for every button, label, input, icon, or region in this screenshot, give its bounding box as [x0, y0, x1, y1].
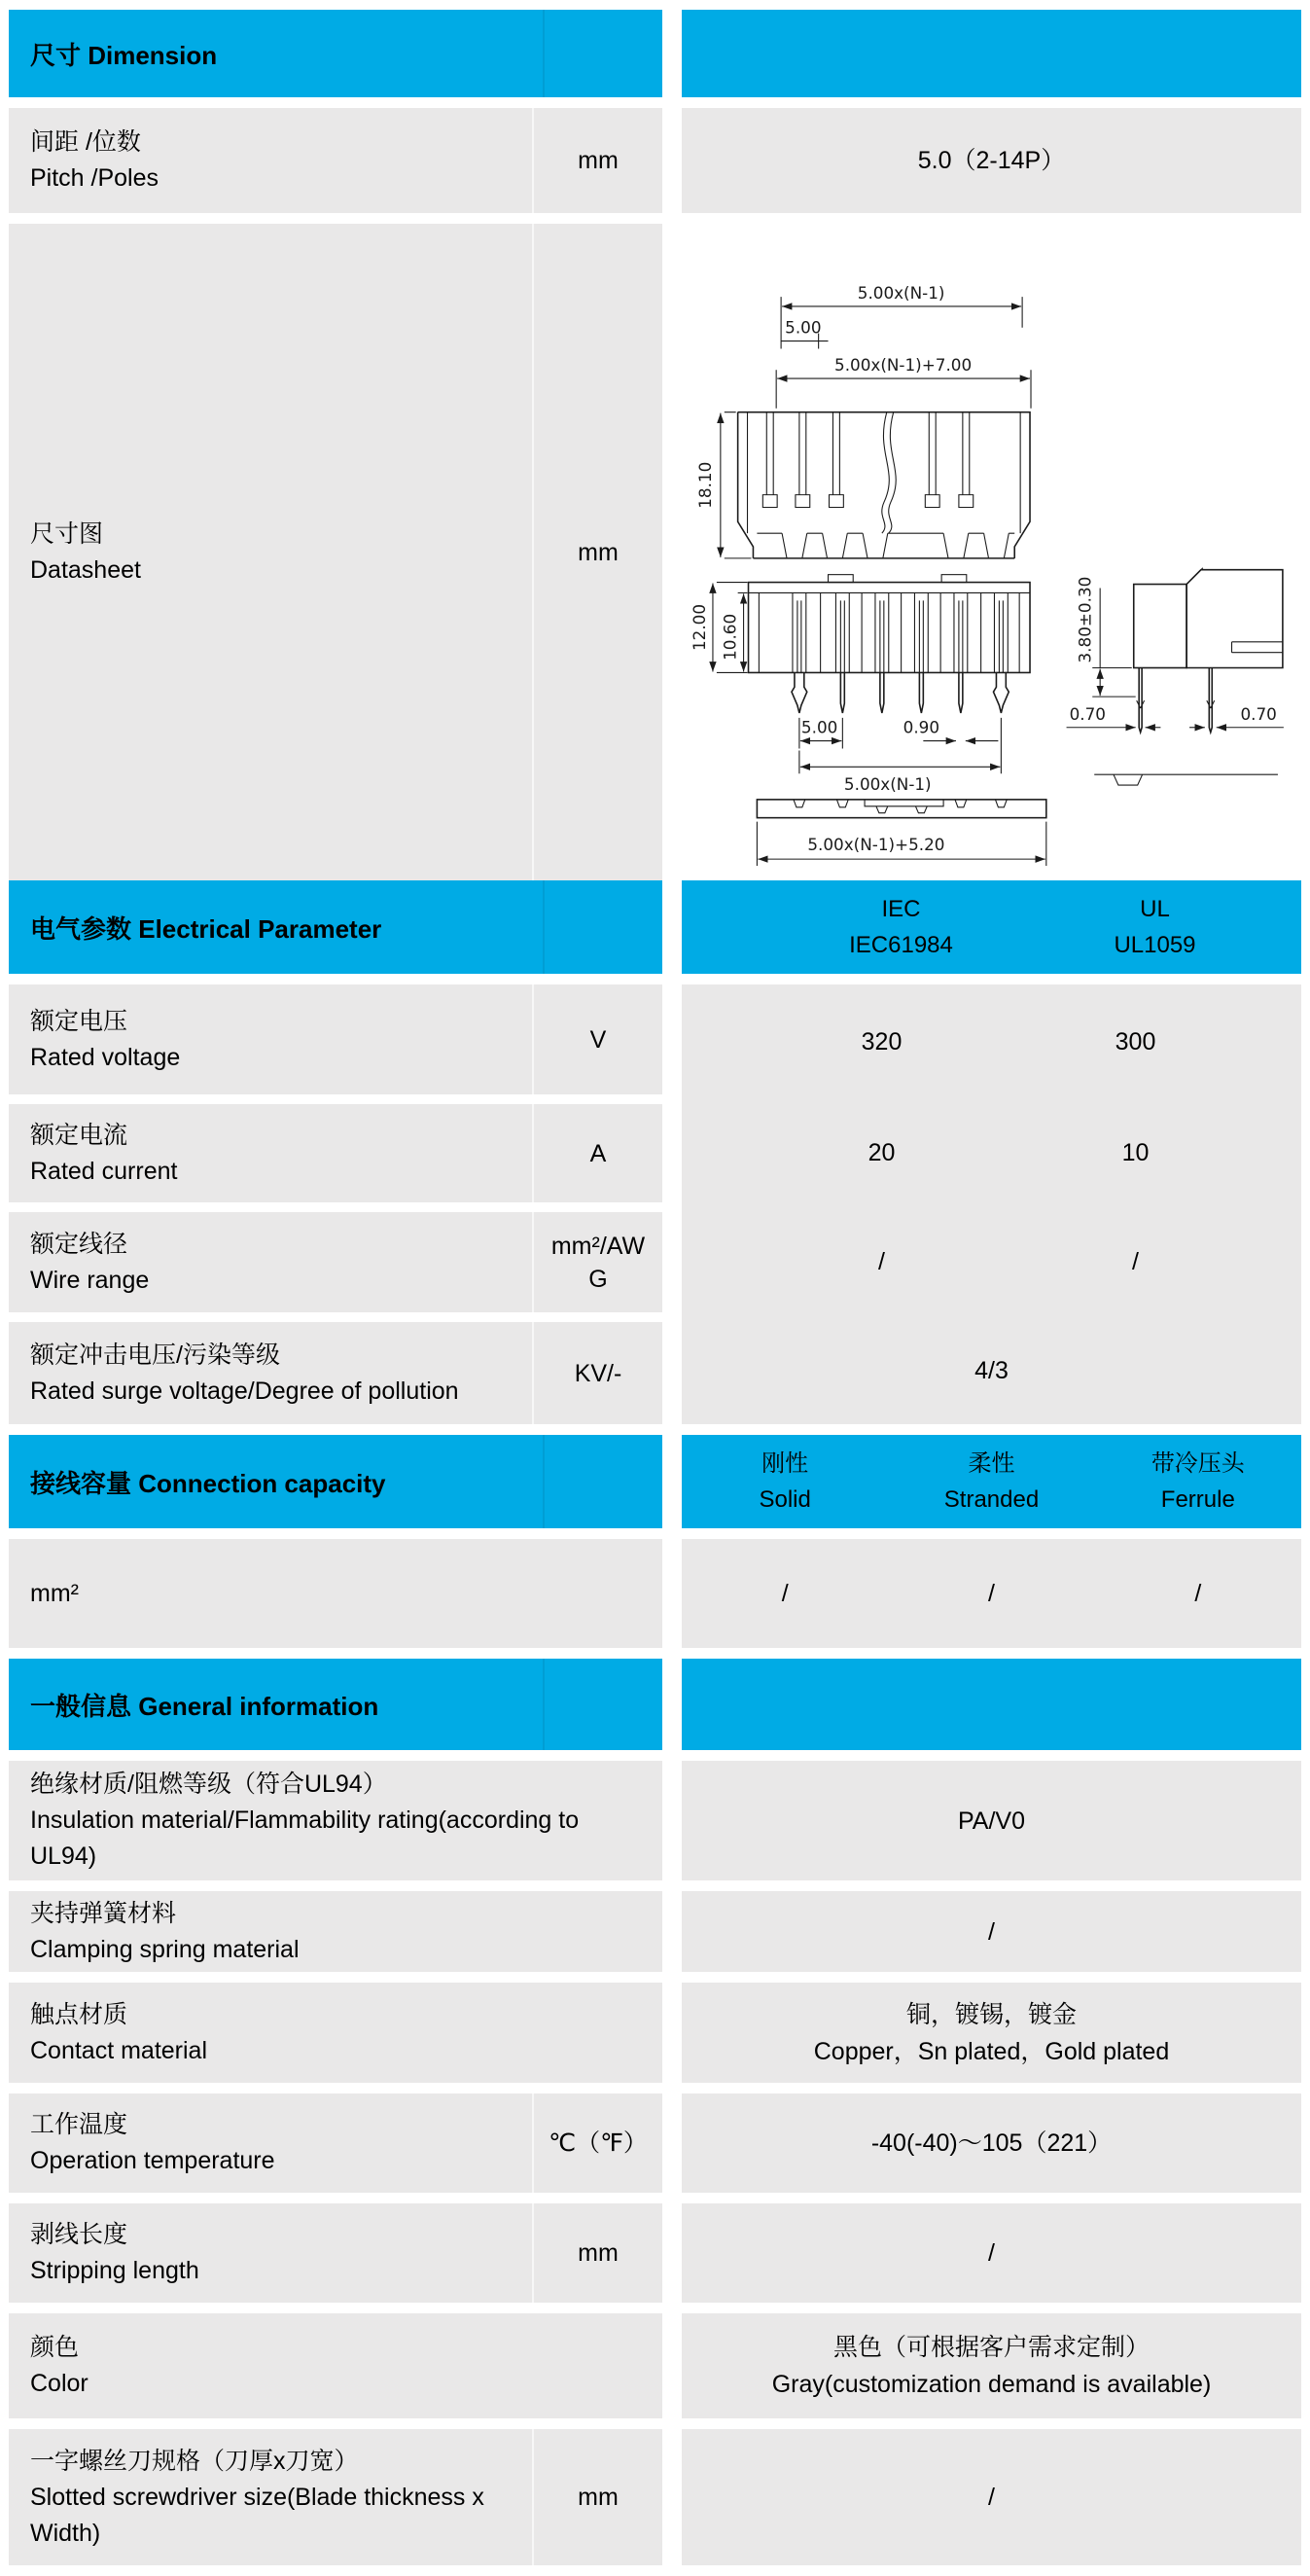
- dim-label-top-width: 5.00x(N-1)+7.00: [834, 355, 973, 376]
- voltage-iec: 320: [861, 1027, 903, 1055]
- wire-ul: /: [1132, 1248, 1139, 1275]
- surge-label-cell: [9, 1322, 662, 1424]
- unit-text: mm: [578, 2484, 619, 2511]
- column-divider: [543, 880, 545, 974]
- label-en: Operation temperature: [30, 2147, 275, 2174]
- clamping-value-cell: [682, 1891, 1301, 1972]
- contact-value-cell: [682, 1983, 1301, 2083]
- dimension-header-row: [9, 10, 1301, 97]
- label-zh: 工作温度: [30, 2111, 128, 2138]
- label-en: Rated surge voltage/Degree of pollution: [30, 1377, 459, 1405]
- general-header-cell: [9, 1659, 662, 1750]
- datasheet-row: [9, 224, 1301, 870]
- surge-value: 4/3: [974, 1356, 1009, 1384]
- clamping-label: [9, 1896, 662, 1968]
- unit-text: ℃（℉）: [549, 2129, 648, 2157]
- label-zh: 剥线长度: [30, 2221, 128, 2248]
- contact-label-cell: [9, 1983, 662, 2083]
- color-value-zh: 黑色（可根据客户需求定制）: [832, 2334, 1150, 2361]
- pitch-value-cell: [682, 108, 1301, 213]
- col-zh: 刚性: [761, 1450, 809, 1477]
- stripping-label-cell: [9, 2203, 662, 2303]
- unit-text: V: [589, 1025, 607, 1054]
- label-en: Insulation material/Flammability rating(according to UL94): [30, 1807, 580, 1870]
- temperature-unit-cell: [532, 2093, 662, 2193]
- label-zh: 尺寸图: [30, 519, 104, 548]
- label-zh: 一字螺丝刀规格（刀厚x刀宽）: [30, 2447, 359, 2475]
- dim-label-pin-w: 0.90: [903, 717, 940, 737]
- dim-label-pin-span: 5.00x(N-1): [843, 773, 932, 794]
- datasheet-drawing-cell: [682, 224, 1301, 880]
- capacity-columns-cell: [682, 1435, 1301, 1528]
- clamping-value: /: [988, 1917, 995, 1946]
- capacity-col-ferrule: [1095, 1446, 1301, 1518]
- label-zh: 绝缘材质/阻燃等级（符合UL94）: [30, 1771, 387, 1798]
- electrical-values-cell: [682, 984, 1301, 1424]
- label-zh: 触点材质: [30, 2000, 128, 2028]
- insulation-row: [9, 1761, 1301, 1880]
- capacity-col-stranded: [888, 1446, 1094, 1518]
- mm2-solid: /: [781, 1580, 789, 1607]
- contact-row: [9, 1983, 1301, 2083]
- column-divider: [543, 1659, 545, 1750]
- unit-text: KV/-: [574, 1359, 622, 1387]
- unit-text: mm: [578, 2239, 619, 2267]
- current-label-cell: [9, 1104, 662, 1202]
- voltage-values: [682, 984, 1301, 1099]
- col-en: Solid: [759, 1486, 811, 1513]
- label-en: Color: [30, 2370, 89, 2397]
- standard-ul-code: UL1059: [1114, 932, 1196, 958]
- datasheet-unit-cell: [532, 224, 662, 880]
- column-divider: [543, 1435, 545, 1528]
- stripping-row: [9, 2203, 1301, 2303]
- electrical-header-row: [9, 880, 1301, 974]
- label-en: Slotted screwdriver size(Blade thickness x Width): [30, 2483, 484, 2547]
- unit-text: mm: [578, 538, 619, 566]
- dim-label-bottom-w: 5.00x(N-1)+5.20: [807, 835, 945, 855]
- clamping-label-cell: [9, 1891, 662, 1972]
- label-en: Rated current: [30, 1157, 178, 1185]
- voltage-ul: 300: [1115, 1027, 1156, 1055]
- section-title: 电气参数 Electrical Parameter: [30, 913, 382, 944]
- contact-label: [9, 1997, 662, 2069]
- dimension-header-cell: [9, 10, 662, 97]
- stripping-value: /: [988, 2239, 995, 2267]
- label-zh: 额定冲击电压/污染等级: [30, 1341, 280, 1369]
- current-values: [682, 1099, 1301, 1207]
- label-en: Datasheet: [30, 555, 141, 584]
- dim-label-body-h: 12.00: [690, 603, 710, 652]
- color-value-cell: [682, 2313, 1301, 2418]
- color-row: [9, 2313, 1301, 2418]
- temperature-value: -40(-40)～105（221）: [870, 2129, 1113, 2157]
- col-zh: 带冷压头: [1151, 1450, 1245, 1477]
- color-label: [9, 2330, 662, 2402]
- standard-iec-name: IEC: [881, 896, 921, 922]
- standard-iec-code: IEC61984: [849, 932, 953, 958]
- wire-range-label-cell: [9, 1212, 662, 1312]
- dim-label-side-pin-r: 0.70: [1240, 703, 1277, 724]
- capacity-col-solid: [682, 1446, 888, 1518]
- col-en: Ferrule: [1160, 1486, 1235, 1513]
- stripping-unit-cell: [532, 2203, 662, 2303]
- unit-text: mm: [578, 147, 619, 174]
- dim-label-side-h: 3.80±0.30: [1075, 576, 1095, 663]
- bottom-view: [757, 800, 1045, 866]
- insulation-label-cell: [9, 1761, 662, 1880]
- dim-label-top-pitch: 5.00: [785, 317, 822, 338]
- label-zh: 额定线径: [30, 1230, 128, 1258]
- contact-value-zh: 铜，镀锡，镀金: [905, 2000, 1077, 2028]
- section-view: [690, 575, 1030, 794]
- current-iec: 20: [867, 1139, 896, 1166]
- screwdriver-value-cell: [682, 2429, 1301, 2565]
- standard-ul-name: UL: [1140, 896, 1170, 922]
- temperature-value-cell: [682, 2093, 1301, 2193]
- contact-value-en: Copper，Sn plated，Gold plated: [813, 2037, 1170, 2065]
- label-en: Wire range: [30, 1266, 150, 1294]
- mm2-label: mm²: [30, 1579, 79, 1607]
- dim-label-side-pin-l: 0.70: [1069, 703, 1106, 724]
- clamping-row: [9, 1891, 1301, 1972]
- screwdriver-unit-cell: [532, 2429, 662, 2565]
- color-value-en: Gray(customization demand is available): [771, 2371, 1212, 2398]
- dim-label-pin-pitch: 5.00: [800, 717, 838, 737]
- spec-table: [9, 10, 1301, 2576]
- dimension-drawing: [682, 224, 1301, 870]
- current-unit-cell: [532, 1104, 662, 1202]
- voltage-label-cell: [9, 984, 662, 1094]
- electrical-rows: [9, 984, 1301, 1424]
- capacity-header-cell: [9, 1435, 662, 1528]
- screwdriver-row: [9, 2429, 1301, 2565]
- capacity-mm2-row: [9, 1539, 1301, 1648]
- label-zh: 颜色: [30, 2334, 80, 2361]
- col-en: Stranded: [943, 1486, 1040, 1513]
- column-divider: [543, 10, 545, 97]
- standard-iec: [774, 891, 1028, 963]
- wire-range-unit-cell: [532, 1212, 662, 1312]
- unit-text: A: [589, 1139, 607, 1167]
- screwdriver-label-cell: [9, 2429, 662, 2565]
- pitch-label-cell: [9, 108, 662, 213]
- temperature-label-cell: [9, 2093, 662, 2193]
- mm2-values-cell: [682, 1539, 1301, 1648]
- capacity-header-row: [9, 1435, 1301, 1528]
- insulation-value: PA/V0: [957, 1807, 1026, 1835]
- screwdriver-value: /: [988, 2484, 995, 2511]
- standard-ul: [1028, 891, 1282, 963]
- label-en: Rated voltage: [30, 1043, 181, 1071]
- insulation-label: [9, 1767, 662, 1875]
- mm2-label-cell: [9, 1539, 662, 1648]
- mm2-stranded: /: [988, 1580, 995, 1607]
- label-en: Stripping length: [30, 2257, 199, 2284]
- current-ul: 10: [1121, 1139, 1150, 1166]
- label-zh: 额定电流: [30, 1121, 128, 1149]
- label-en: Pitch /Poles: [30, 164, 159, 192]
- general-header-row: [9, 1659, 1301, 1750]
- label-zh: 额定电压: [30, 1007, 128, 1035]
- front-view: [695, 283, 1031, 558]
- unit-text: mm²/AWG: [550, 1232, 646, 1293]
- section-title: 接线容量 Connection capacity: [30, 1468, 386, 1498]
- dimension-header-right: [682, 10, 1301, 97]
- dim-label-height: 18.10: [694, 461, 715, 509]
- wire-iec: /: [878, 1248, 885, 1275]
- temperature-row: [9, 2093, 1301, 2193]
- label-en: Clamping spring material: [30, 1935, 300, 1963]
- stripping-value-cell: [682, 2203, 1301, 2303]
- surge-unit-cell: [532, 1322, 662, 1424]
- col-zh: 柔性: [968, 1450, 1015, 1477]
- pitch-unit-cell: [532, 108, 662, 213]
- voltage-unit-cell: [532, 984, 662, 1094]
- insulation-value-cell: [682, 1761, 1301, 1880]
- dim-label-top-span: 5.00x(N-1): [857, 283, 945, 304]
- section-title: 一般信息 General information: [30, 1691, 379, 1721]
- section-title: 尺寸 Dimension: [30, 40, 218, 70]
- dim-label-inner-h: 10.60: [720, 613, 740, 661]
- label-zh: 间距 /位数: [30, 128, 141, 156]
- label-en: Contact material: [30, 2036, 208, 2064]
- side-view: [1067, 568, 1284, 785]
- pitch-row: [9, 108, 1301, 213]
- datasheet-label-cell: [9, 224, 662, 880]
- electrical-standards-cell: [682, 880, 1301, 974]
- color-label-cell: [9, 2313, 662, 2418]
- electrical-header-cell: [9, 880, 662, 974]
- mm2-ferrule: /: [1194, 1580, 1202, 1607]
- label-zh: 夹持弹簧材料: [30, 1899, 177, 1927]
- wire-range-values: [682, 1207, 1301, 1317]
- pitch-value: 5.0（2-14P）: [917, 147, 1066, 174]
- general-header-right: [682, 1659, 1301, 1750]
